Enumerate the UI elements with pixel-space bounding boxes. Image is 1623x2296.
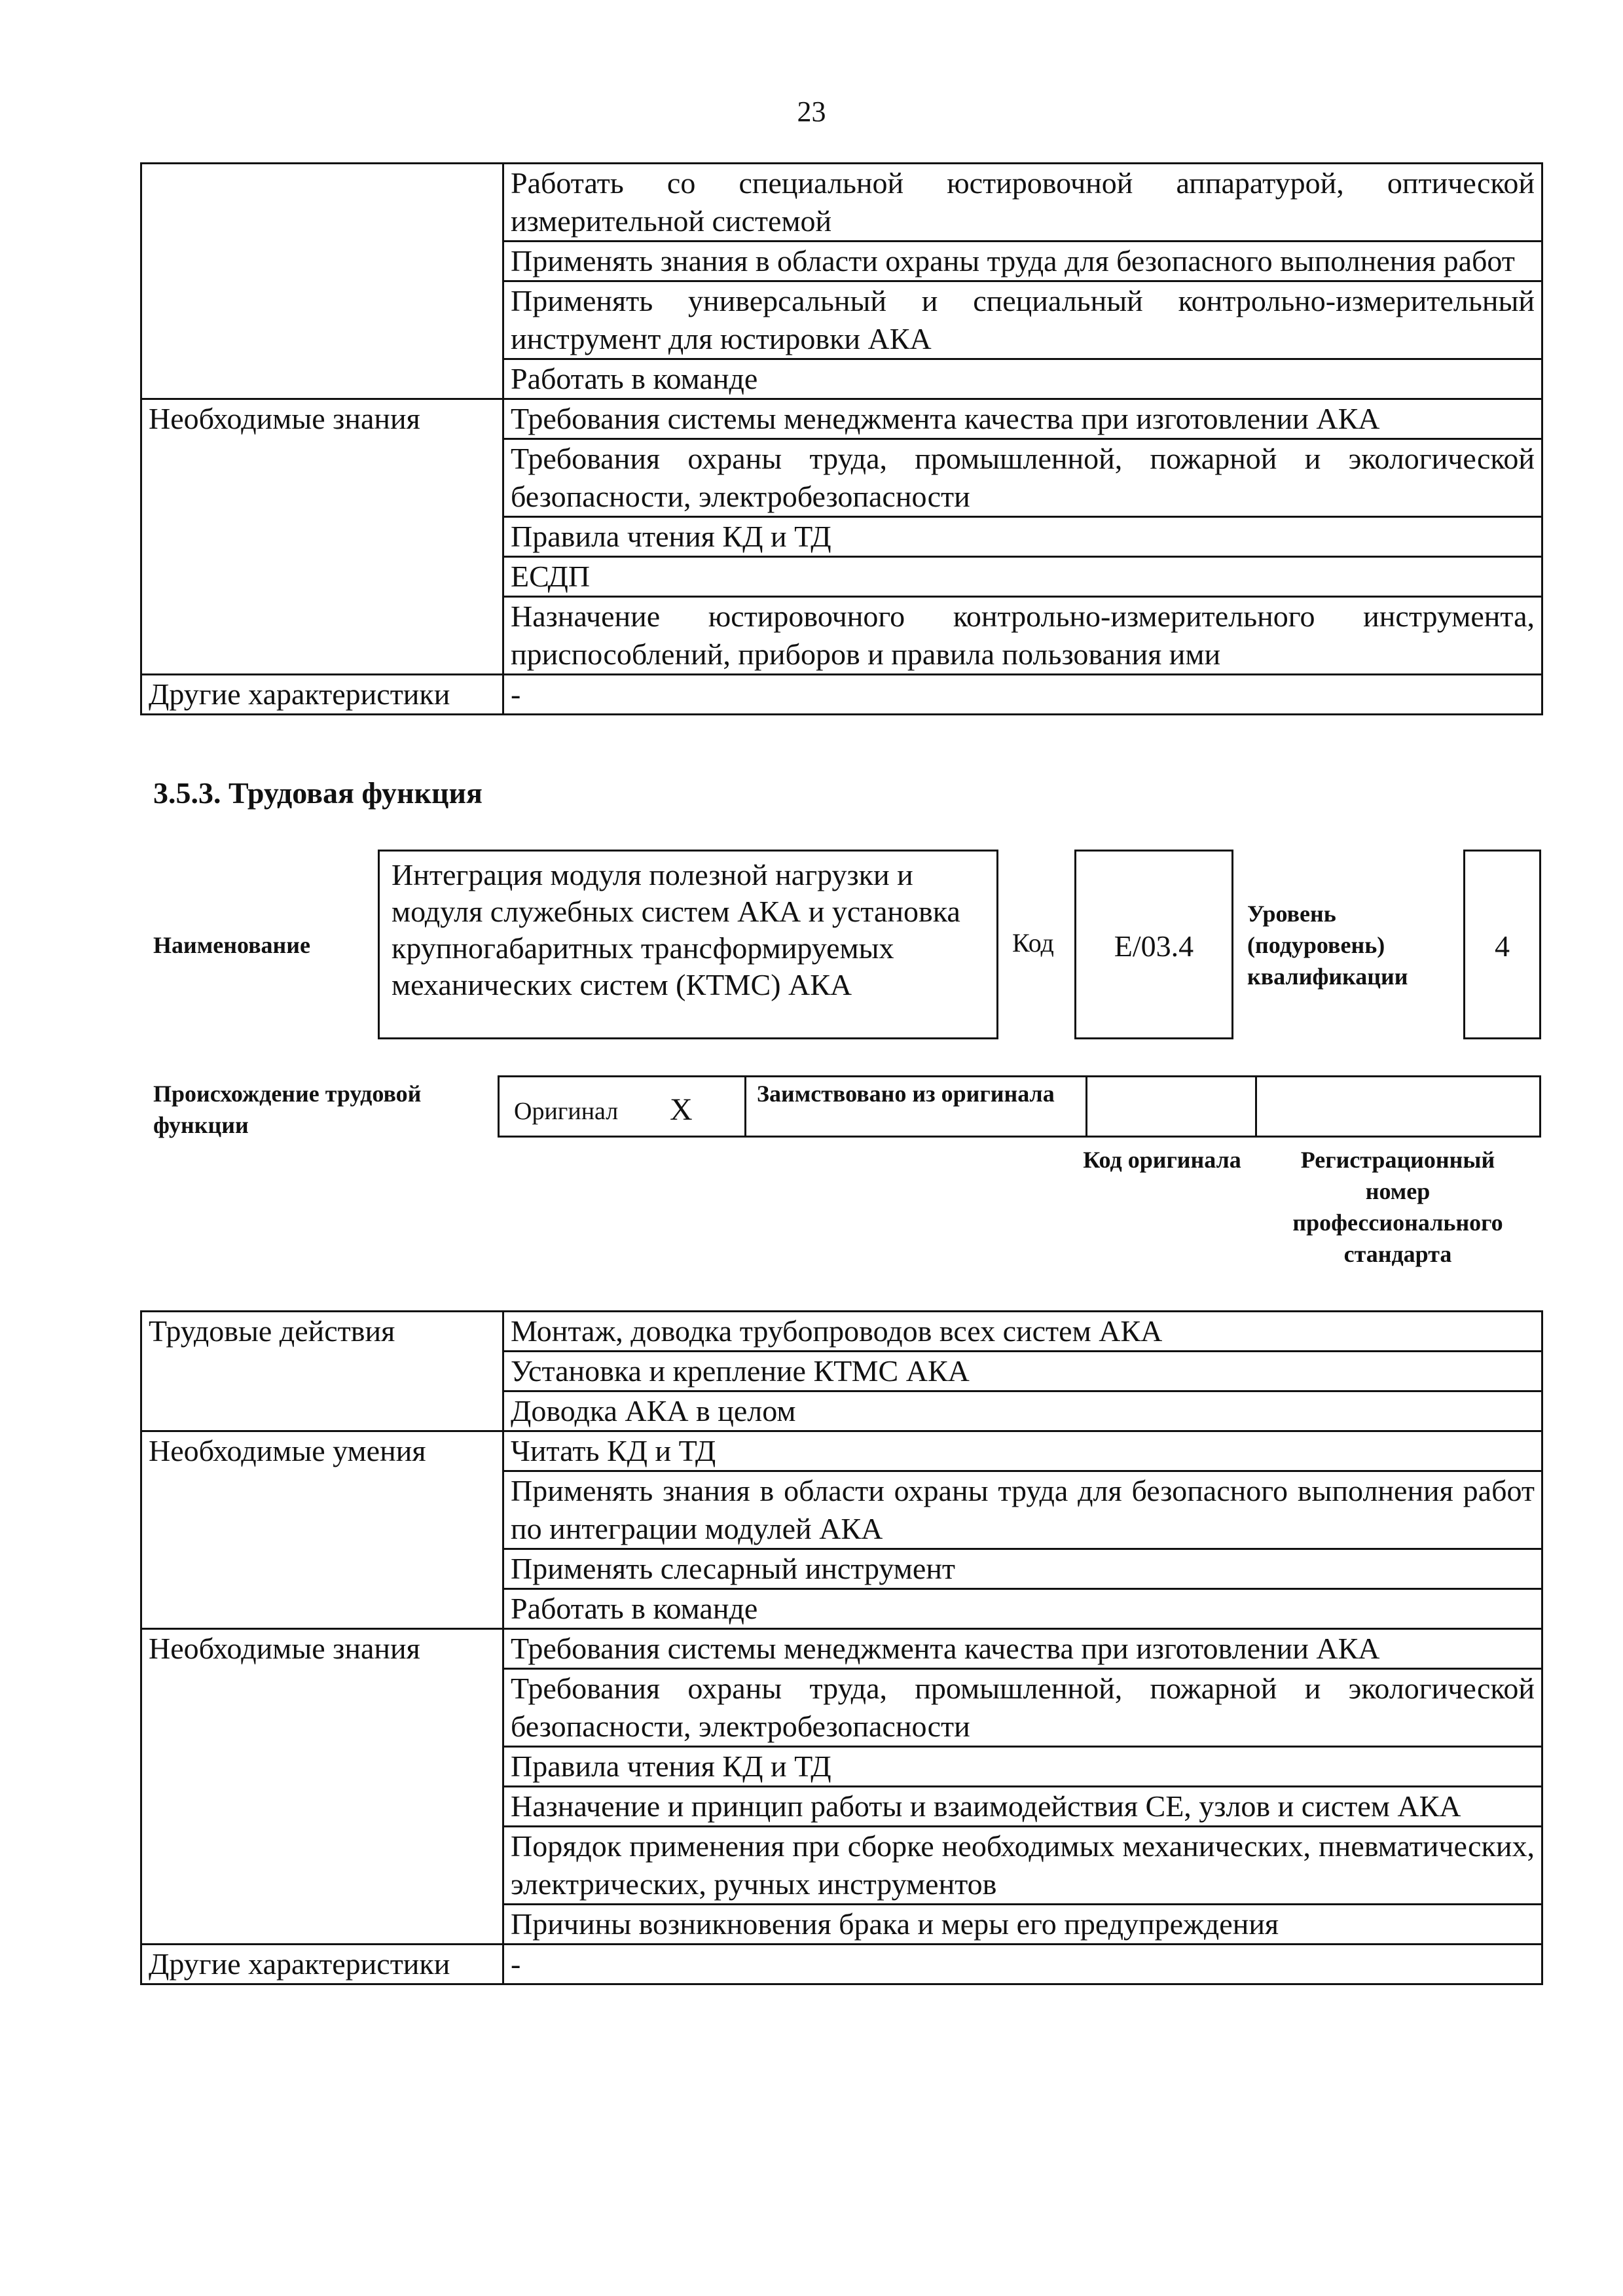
row-value: Применять знания в области охраны труда для безопасного выполнения работ по интеграции модулей АКА bbox=[503, 1471, 1542, 1549]
row-value: Порядок применения при сборке необходимых механических, пневматических, электрических, ручных инструментов bbox=[503, 1827, 1542, 1905]
row-value: Требования системы менеджмента качества при изготовлении АКА bbox=[503, 399, 1542, 439]
function-name-box: Интеграция модуля полезной нагрузки и модуля служебных систем АКА и установка крупногабаритных трансформируемых механических систем (КТМС) АКА bbox=[378, 850, 998, 1039]
name-label: Наименование bbox=[153, 932, 310, 958]
row-value: Правила чтения КД и ТД bbox=[503, 1747, 1542, 1787]
row-value: Требования охраны труда, промышленной, пожарной и экологической безопасности, электробезопасности bbox=[503, 1669, 1542, 1747]
borrowed-label: Заимствовано из оригинала bbox=[757, 1081, 1055, 1107]
table-row bbox=[141, 1312, 1542, 1352]
row-value: Применять универсальный и специальный контрольно-измерительный инструмент для юстировки АКА bbox=[503, 281, 1542, 359]
labor-function-table bbox=[140, 1310, 1543, 1985]
requirements-table-continued bbox=[140, 162, 1543, 715]
registration-number-cell bbox=[1255, 1075, 1541, 1138]
table-row bbox=[141, 399, 1542, 439]
level-value-box: 4 bbox=[1463, 850, 1541, 1039]
section-heading: 3.5.3. Трудовая функция bbox=[153, 776, 483, 810]
row-value: Работать со специальной юстировочной аппаратурой, оптической измерительной системой bbox=[503, 164, 1542, 242]
row-value: ЕСДП bbox=[503, 557, 1542, 597]
row-value: Применять слесарный инструмент bbox=[503, 1549, 1542, 1589]
row-label: Необходимые знания bbox=[141, 399, 503, 675]
origin-table bbox=[498, 1075, 1541, 1138]
function-code-box: E/03.4 bbox=[1074, 850, 1233, 1039]
row-value: Требования системы менеджмента качества при изготовлении АКА bbox=[503, 1629, 1542, 1669]
row-value: - bbox=[503, 1945, 1542, 1984]
table-row bbox=[141, 1629, 1542, 1669]
code-label: Код bbox=[1012, 928, 1054, 958]
row-value: Монтаж, доводка трубопроводов всех систем АКА bbox=[503, 1312, 1542, 1352]
table-row bbox=[141, 1945, 1542, 1984]
row-value: Читать КД и ТД bbox=[503, 1431, 1542, 1471]
row-label: Необходимые умения bbox=[141, 1431, 503, 1629]
row-label: Необходимые знания bbox=[141, 1629, 503, 1945]
registration-number-caption: Регистрационный номер профессионального стандарта bbox=[1292, 1147, 1503, 1267]
original-cell bbox=[498, 1075, 746, 1138]
original-mark: X bbox=[670, 1092, 693, 1127]
borrowed-cell bbox=[744, 1075, 1087, 1138]
row-label: Трудовые действия bbox=[141, 1312, 503, 1431]
origin-label: Происхождение трудовой функции bbox=[153, 1081, 422, 1138]
row-value: Требования охраны труда, промышленной, пожарной и экологической безопасности, электробезопасности bbox=[503, 439, 1542, 517]
row-value: Доводка АКА в целом bbox=[503, 1391, 1542, 1431]
row-value: Работать в команде bbox=[503, 359, 1542, 399]
table-row bbox=[141, 1431, 1542, 1471]
original-code-cell bbox=[1085, 1075, 1257, 1138]
original-code-caption: Код оригинала bbox=[1083, 1147, 1241, 1173]
row-value: Назначение и принцип работы и взаимодействия СЕ, узлов и систем АКА bbox=[503, 1787, 1542, 1827]
original-label: Оригинал bbox=[514, 1098, 619, 1125]
level-label: Уровень (подуровень) квалификации bbox=[1247, 901, 1408, 990]
row-value: Назначение юстировочного контрольно-измерительного инструмента, приспособлений, приборов и правила пользования ими bbox=[503, 597, 1542, 675]
row-label bbox=[141, 164, 503, 399]
row-value: Установка и крепление КТМС АКА bbox=[503, 1352, 1542, 1391]
row-label: Другие характеристики bbox=[141, 1945, 503, 1984]
table-row bbox=[141, 164, 1542, 242]
row-value: Применять знания в области охраны труда для безопасного выполнения работ bbox=[503, 242, 1542, 281]
row-value: Причины возникновения брака и меры его предупреждения bbox=[503, 1905, 1542, 1945]
row-label: Другие характеристики bbox=[141, 675, 503, 715]
row-value: Работать в команде bbox=[503, 1589, 1542, 1629]
table-row bbox=[141, 675, 1542, 715]
row-value: Правила чтения КД и ТД bbox=[503, 517, 1542, 557]
page-number: 23 bbox=[797, 96, 826, 128]
row-value: - bbox=[503, 675, 1542, 715]
